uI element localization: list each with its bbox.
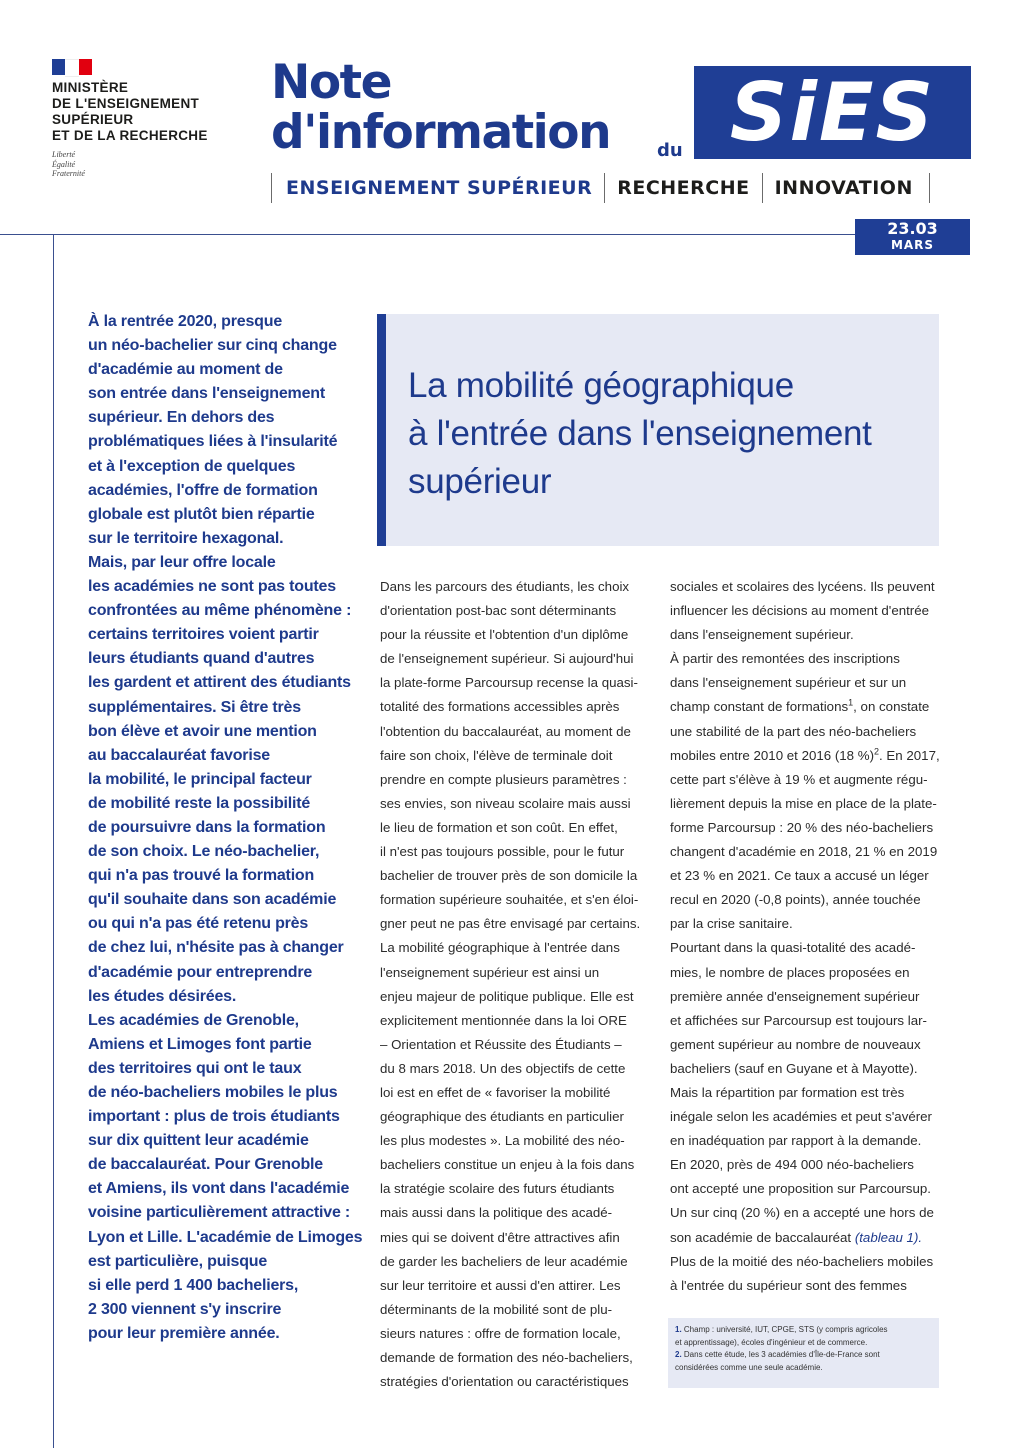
french-flag-icon (52, 59, 92, 75)
summary-line: Les académies de Grenoble, (88, 1011, 299, 1029)
footnote-1-cont: et apprentissage), écoles d'ingénieur et de commerce. (675, 1337, 868, 1347)
body-line: la stratégie scolaire des futurs étudiants (380, 1181, 615, 1197)
summary-line: de son choix. Le néo-bachelier, (88, 843, 320, 861)
body-line: lièrement depuis la mise en place de la plate- (670, 795, 937, 811)
summary-line: À la rentrée 2020, presque (88, 313, 283, 330)
summary-line: certains territoires voient partir (88, 626, 319, 644)
body-line: dans l'enseignement supérieur. (670, 627, 854, 643)
footnote-2: 2. Dans cette étude, les 3 académies d'Île-de-France sont (675, 1350, 880, 1359)
body-line: ses envies, son niveau scolaire mais aussi (380, 795, 631, 811)
article-title (408, 362, 918, 506)
body-line: Pourtant dans la quasi-totalité des acadé- (670, 940, 916, 956)
summary-line: Lyon et Lille. L'académie de Limoges (88, 1228, 363, 1246)
body-line: changent d'académie en 2018, 21 % en 2019 (670, 844, 938, 860)
tag-recherche: RECHERCHE (617, 177, 750, 199)
body-line: mies, le nombre de places proposées en (670, 964, 910, 980)
summary-line: de chez lui, n'hésite pas à changer (88, 939, 344, 957)
summary-line: qui n'a pas trouvé la formation (88, 867, 315, 885)
body-line: déterminants de la mobilité sont de plu- (380, 1301, 613, 1317)
body-line: À partir des remontées des inscriptions (670, 651, 900, 667)
separator (604, 173, 605, 203)
body-line: faire son choix, l'élève de terminale doit (380, 747, 613, 763)
summary-line: son entrée dans l'enseignement (88, 385, 325, 403)
body-line: ont accepté une proposition sur Parcoursup. (670, 1181, 931, 1197)
title-line: supérieur (408, 462, 552, 501)
summary-text (88, 310, 363, 1346)
body-line: de l'enseignement supérieur. Si aujourd'hui (380, 651, 634, 667)
body-line: sociales et scolaires des lycéens. Ils peuvent (670, 579, 935, 594)
summary-line: de néo-bacheliers mobiles le plus (88, 1084, 338, 1101)
body-line: l'enseignement supérieur est ainsi un (380, 964, 600, 980)
body-line: totalité des formations accessibles après (380, 699, 620, 715)
body-line: – Orientation et Réussite des Étudiants – (380, 1036, 622, 1052)
summary-line: des territoires qui ont le taux (88, 1059, 302, 1077)
body-line: il n'est pas toujours possible, pour le futur (380, 844, 625, 860)
body-line: première année d'enseignement supérieur (670, 988, 920, 1004)
body-line: prendre en compte plusieurs paramètres : (380, 771, 627, 787)
body-line: explicitement mentionnée dans la loi ORE (380, 1012, 627, 1028)
publication-title: Note d'information (271, 55, 611, 160)
title-line: La mobilité géographique (408, 366, 794, 405)
summary-line: important : plus de trois étudiants (88, 1108, 340, 1126)
summary-line: confrontées au même phénomène : (88, 602, 352, 620)
summary-line: d'académie au moment de (88, 361, 283, 379)
body-column-1 (380, 575, 645, 1394)
body-line: forme Parcoursup : 20 % des néo-bacheliers (670, 819, 934, 835)
body-line: En 2020, près de 494 000 néo-bacheliers (670, 1157, 914, 1173)
summary-line: globale est plutôt bien répartie (88, 505, 315, 523)
summary-line: supplémentaires. Si être très (88, 698, 301, 716)
body-line: sur leur territoire et aussi d'en attirer. Les (380, 1277, 621, 1293)
footnote-1: 1. Champ : université, IUT, CPGE, STS (y compris agricoles (675, 1325, 888, 1334)
footnote-ref-1[interactable]: 1 (848, 698, 854, 709)
sies-logo (694, 66, 971, 159)
body-line: mobiles entre 2010 et 2016 (18 %)$^2$. En 2017, (670, 746, 940, 763)
issue-badge (855, 219, 970, 255)
body-line: pour la réussite et l'obtention d'un diplôme (380, 627, 629, 643)
body-line: son académie de baccalauréat (tableau 1). (670, 1229, 923, 1245)
body-column-2 (670, 575, 938, 1298)
summary-line: les études désirées. (88, 987, 237, 1005)
body-line: formation supérieure souhaitée, et s'en éloi- (380, 892, 639, 908)
body-line: bacheliers (sauf en Guyane et à Mayotte). (670, 1060, 918, 1076)
summary-line: les gardent et attirent des étudiants (88, 674, 351, 692)
body-line: cette part s'élève à 19 % et augmente régu- (670, 771, 928, 787)
summary-line: et à l'exception de quelques (88, 457, 296, 475)
table-1-link[interactable]: (tableau 1). (854, 1229, 923, 1245)
summary-line: pour leur première année. (88, 1324, 280, 1342)
body-line: d'orientation post-bac sont déterminants (380, 603, 617, 619)
tag-enseignement-superieur: ENSEIGNEMENT SUPÉRIEUR (286, 177, 593, 199)
summary-line: sur dix quittent leur académie (88, 1132, 309, 1150)
ministry-name: MINISTÈRE DE L'ENSEIGNEMENT SUPÉRIEUR ET DE LA RECHERCHE (52, 80, 208, 143)
body-line: et affichées sur Parcoursup est toujours lar- (670, 1012, 927, 1028)
summary-line: un néo-bachelier sur cinq change (88, 337, 337, 355)
issue-month: MARS (890, 238, 935, 252)
summary-line: sur le territoire hexagonal. (88, 529, 284, 547)
summary-line: bon élève et avoir une mention (88, 722, 317, 740)
summary-line: Mais, par leur offre locale (88, 553, 276, 571)
body-line: en inadéquation par rapport à la demande. (670, 1133, 922, 1149)
summary-line: les académies ne sont pas toutes (88, 578, 336, 596)
body-line: à l'entrée du supérieur sont des femmes (670, 1277, 907, 1293)
body-line: une stabilité de la part des néo-bacheliers (670, 723, 917, 739)
body-line: Plus de la moitié des néo-bacheliers mobiles (670, 1253, 934, 1269)
separator (929, 173, 930, 203)
body-line: gner peut ne pas être envisagé par certains. (380, 916, 641, 932)
body-line: recul en 2020 (-0,8 points), année touchée (670, 892, 921, 908)
summary-line: d'académie pour entreprendre (88, 963, 313, 981)
summary-line: et Amiens, ils vont dans l'académie (88, 1180, 350, 1198)
body-line: du 8 mars 2018. Un des objectifs de cette (380, 1060, 626, 1076)
body-line: les plus modestes ». La mobilité des néo- (380, 1133, 625, 1149)
summary-line: si elle perd 1 400 bacheliers, (88, 1276, 299, 1294)
ministry-motto: Liberté Égalité Fraternité (52, 150, 85, 178)
summary-line: problématiques liées à l'insularité (88, 433, 338, 451)
body-line: enjeu majeur de politique publique. Elle est (380, 988, 634, 1004)
footnote-2-cont: considérées comme une seule académie. (675, 1362, 823, 1372)
separator (762, 173, 763, 203)
summary-line: 2 300 viennent s'y inscrire (88, 1300, 282, 1318)
tag-innovation: INNOVATION (774, 177, 913, 199)
sies-logo-text: SiES (729, 65, 936, 159)
body-line: La mobilité géographique à l'entrée dans (380, 940, 620, 956)
body-line: et 23 % en 2021. Ce taux a accusé un léger (670, 868, 929, 884)
body-line: Un sur cinq (20 %) en a accepté une hors de (670, 1205, 934, 1221)
body-line: géographique des étudiants en particulier (380, 1109, 624, 1125)
title-line: à l'entrée dans l'enseignement (408, 414, 872, 453)
body-line: stratégies d'orientation ou caractéristiques (380, 1374, 629, 1390)
body-line: Mais la répartition par formation est très (670, 1084, 905, 1100)
body-line: gement supérieur au nombre de nouveaux (670, 1036, 921, 1052)
summary-line: Amiens et Limoges font partie (88, 1035, 312, 1053)
summary-line: au baccalauréat favorise (88, 746, 270, 764)
summary-line: supérieur. En dehors des (88, 409, 275, 427)
body-line: le lieu de formation et son coût. En effet, (380, 819, 618, 835)
body-line: inégale selon les académies et peut s'avérer (670, 1109, 932, 1125)
summary-line: académies, l'offre de formation (88, 481, 318, 499)
body-line: la plate-forme Parcoursup recense la quasi- (380, 675, 638, 691)
body-line: champ constant de formations$^1$, on constate (670, 698, 930, 715)
summary-line: de poursuivre dans la formation (88, 818, 326, 836)
margin-rule (53, 234, 54, 1448)
body-line: loi est en effet de « favoriser la mobilité (380, 1084, 611, 1100)
summary-line: de mobilité reste la possibilité (88, 794, 311, 812)
summary-line: ou qui n'a pas été retenu près (88, 915, 309, 933)
summary-line: leurs étudiants quand d'autres (88, 650, 315, 668)
body-line: de garder les bacheliers de leur académie (380, 1253, 628, 1269)
header-rule (0, 234, 855, 235)
body-line: mies qui se doivent d'être attractives afin (380, 1229, 620, 1245)
body-line: bachelier de trouver près de son domicile la (380, 868, 638, 884)
issue-number: 23.03 (887, 219, 938, 238)
section-tags (271, 172, 930, 204)
body-line: mais aussi dans la politique des acadé- (380, 1205, 613, 1221)
footnote-ref-2[interactable]: 2 (874, 746, 880, 757)
body-line: influencer les décisions au moment d'entrée (670, 603, 930, 619)
summary-line: de baccalauréat. Pour Grenoble (88, 1156, 323, 1174)
body-line: l'obtention du baccalauréat, au moment de (380, 723, 631, 739)
publication-title-du: du (657, 140, 683, 161)
summary-line: la mobilité, le principal facteur (88, 770, 312, 788)
title-accent-bar (377, 314, 386, 546)
body-line: sieurs natures : offre de formation locale, (380, 1325, 621, 1341)
summary-line: qu'il souhaite dans son académie (88, 891, 337, 909)
body-line: demande de formation des néo-bacheliers, (380, 1350, 633, 1365)
separator (271, 173, 272, 203)
body-line: Dans les parcours des étudiants, les choix (380, 579, 630, 594)
body-line: par la crise sanitaire. (670, 916, 793, 932)
summary-line: est particulière, puisque (88, 1252, 268, 1270)
summary-line: voisine particulièrement attractive : (88, 1204, 351, 1222)
footnotes (675, 1324, 937, 1374)
body-line: bacheliers constitue un enjeu à la fois dans (380, 1157, 635, 1173)
body-line: dans l'enseignement supérieur et sur un (670, 675, 907, 691)
